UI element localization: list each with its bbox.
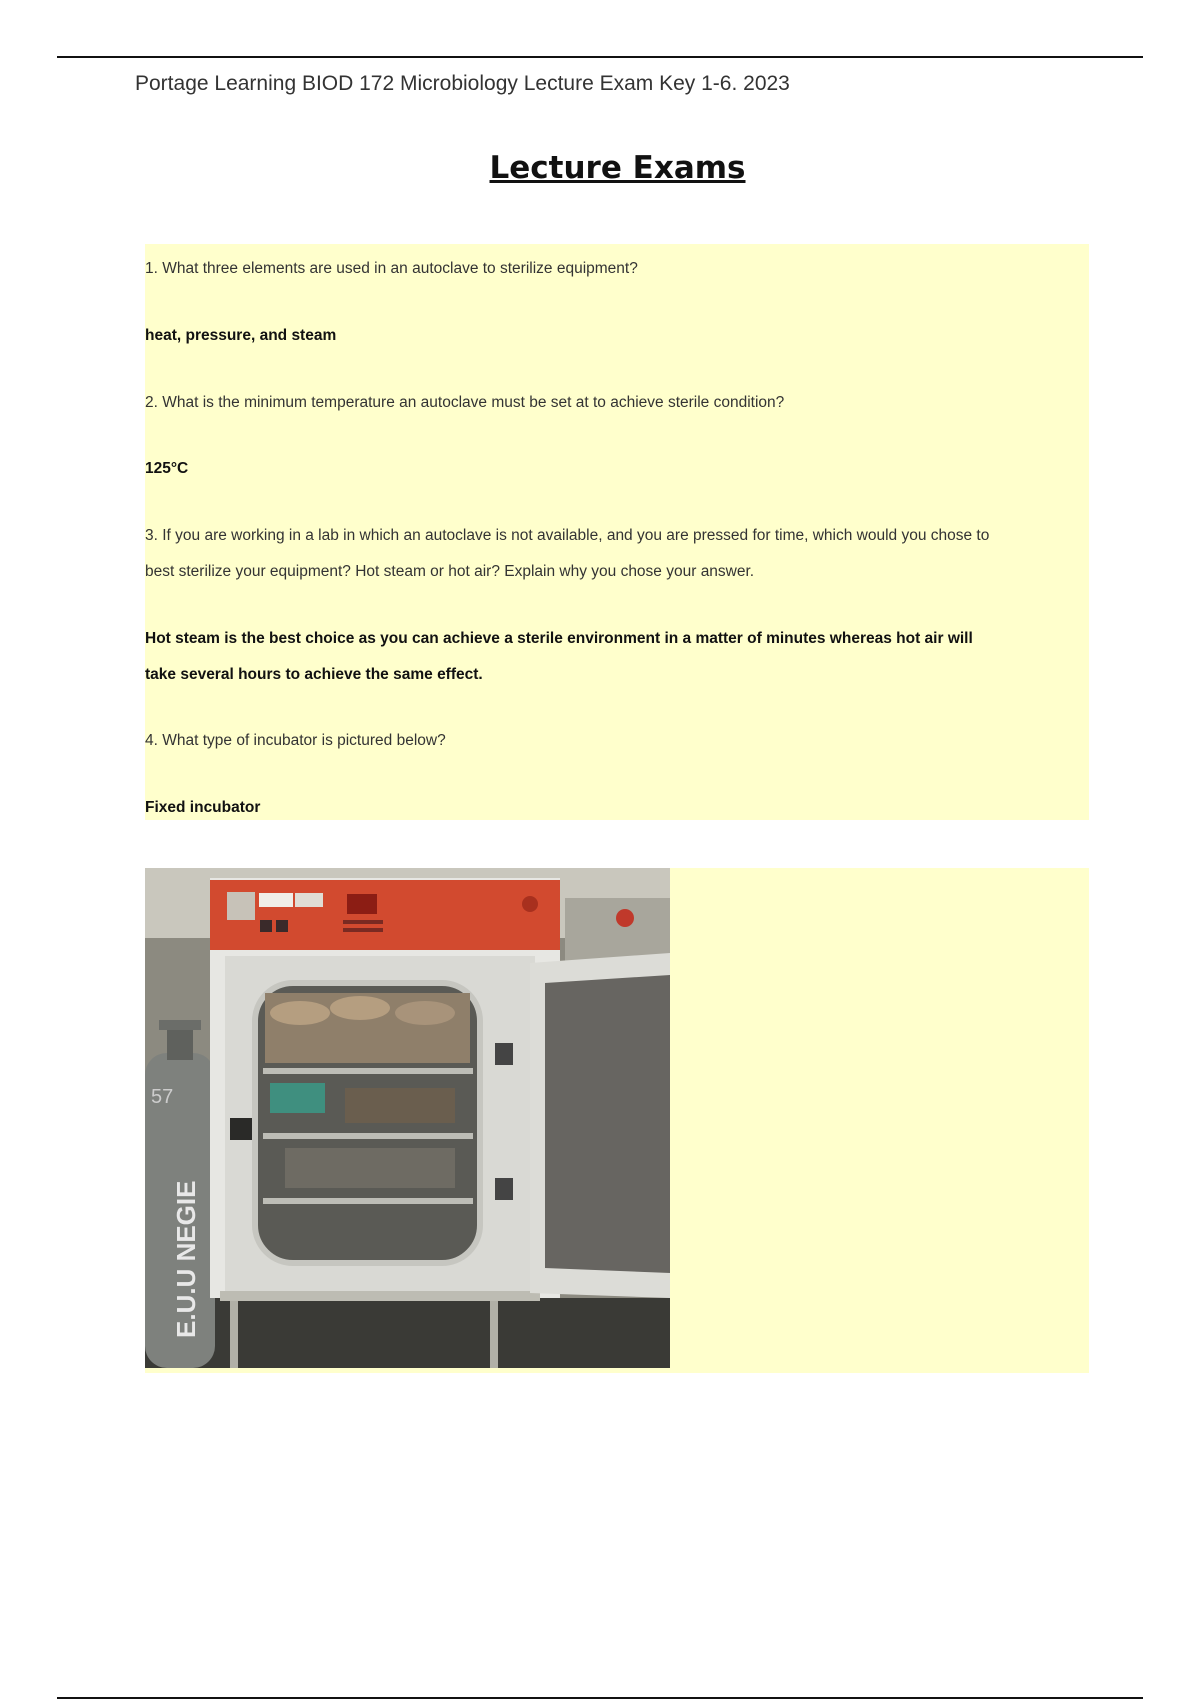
qa-section [145, 244, 1089, 820]
document-header: Portage Learning BIOD 172 Microbiology Lecture Exam Key 1-6. 2023 [135, 72, 790, 95]
cylinder-number: 57 [151, 1086, 174, 1108]
control-panel [210, 880, 560, 950]
gas-cylinder [145, 1020, 215, 1368]
page-title: Lecture Exams [489, 150, 746, 186]
answer-3-line-1: Hot steam is the best choice as you can achieve a sterile environment in a matter of minutes whereas hot air will [145, 630, 973, 647]
answer-2: 125°C [145, 460, 189, 477]
incubator [210, 878, 560, 1368]
question-3-line-1: 3. If you are working in a lab in which an autoclave is not available, and you are pressed for time, which would you chose to [145, 527, 990, 544]
question-4: 4. What type of incubator is pictured below? [145, 732, 446, 749]
cylinder-label: E.U.U NEGIE [171, 1180, 201, 1338]
answer-1: heat, pressure, and steam [145, 327, 337, 344]
question-3-line-2: best sterilize your equipment? Hot steam or hot air? Explain why you chose your answer. [145, 563, 755, 580]
incubator-photo [145, 868, 670, 1368]
answer-4: Fixed incubator [145, 799, 261, 816]
question-2: 2. What is the minimum temperature an autoclave must be set at to achieve sterile condition? [145, 394, 785, 411]
footer-rule [57, 1697, 1143, 1699]
photo-section [145, 868, 1089, 1373]
incubator-door [530, 953, 670, 1298]
header-rule [57, 56, 1143, 58]
answer-3-line-2: take several hours to achieve the same effect. [145, 666, 483, 683]
question-1: 1. What three elements are used in an autoclave to sterilize equipment? [145, 260, 638, 277]
